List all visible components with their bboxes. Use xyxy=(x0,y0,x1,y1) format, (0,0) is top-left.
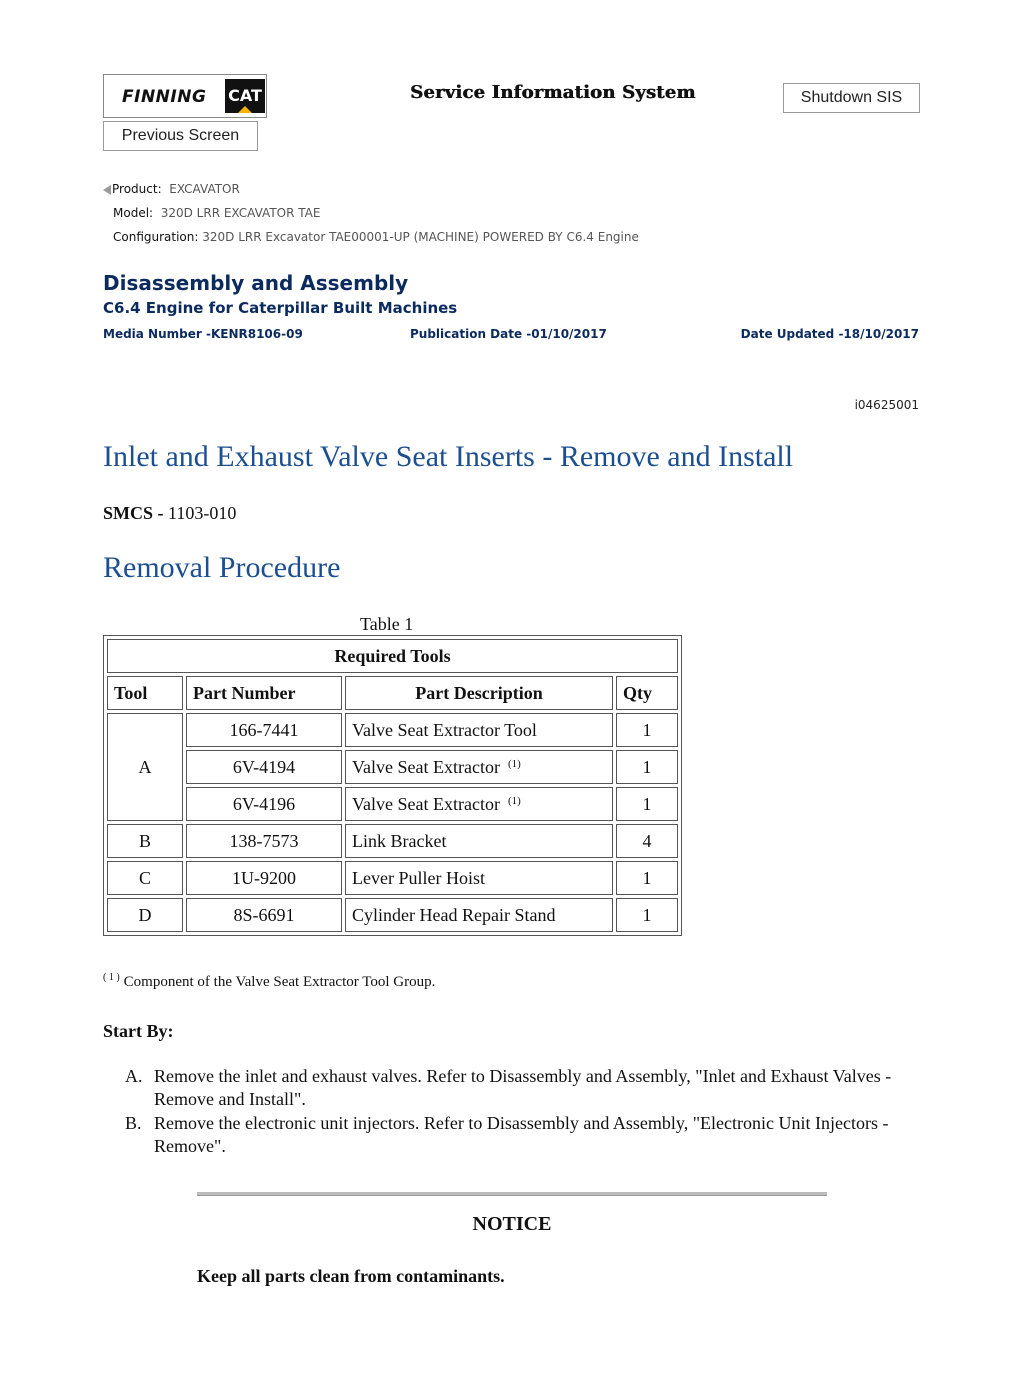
part-number-cell: 166-7441 xyxy=(186,713,342,747)
product-value: EXCAVATOR xyxy=(169,182,240,196)
table-row xyxy=(107,824,678,858)
part-description-text: Valve Seat Extractor xyxy=(352,756,500,777)
model-line xyxy=(113,206,320,220)
page-title: Inlet and Exhaust Valve Seat Inserts - Remove and Install xyxy=(103,440,794,473)
qty-cell: 4 xyxy=(616,824,678,858)
tool-cell: D xyxy=(107,898,183,932)
qty-cell: 1 xyxy=(616,750,678,784)
footnote-ref[interactable]: (1) xyxy=(507,757,521,770)
sis-title: Service Information System xyxy=(410,82,696,103)
smcs-value: 1103-010 xyxy=(168,503,237,523)
qty-cell: 1 xyxy=(616,713,678,747)
product-line xyxy=(103,182,240,196)
part-number-cell: 6V-4194 xyxy=(186,750,342,784)
footnote-mark: ( 1 ) xyxy=(103,972,120,983)
part-description-text: Valve Seat Extractor xyxy=(352,793,500,814)
smcs-code xyxy=(103,503,236,524)
part-number-cell: 1U-9200 xyxy=(186,861,342,895)
part-number-cell: 6V-4196 xyxy=(186,787,342,821)
document-id: i04625001 xyxy=(854,398,919,412)
step-text: Remove the electronic unit injectors. Refer to Disassembly and Assembly, "Electronic Unit Injectors - Remove". xyxy=(154,1113,889,1156)
configuration-line xyxy=(113,230,639,244)
part-description-text: Valve Seat Extractor Tool xyxy=(352,719,537,740)
model-value: 320D LRR EXCAVATOR TAE xyxy=(160,206,321,220)
list-item xyxy=(103,1065,923,1111)
column-header-part-description: Part Description xyxy=(345,676,613,710)
document-title: Disassembly and Assembly xyxy=(103,271,409,295)
table-footnote xyxy=(103,972,435,991)
product-label: Product: xyxy=(112,182,162,196)
back-arrow-icon[interactable] xyxy=(103,185,111,195)
table-row xyxy=(107,898,678,932)
part-number-cell: 8S-6691 xyxy=(186,898,342,932)
column-header-part-number: Part Number xyxy=(186,676,342,710)
document-subtitle: C6.4 Engine for Caterpillar Built Machines xyxy=(103,299,458,317)
list-item xyxy=(103,1112,923,1158)
table-caption: Table 1 xyxy=(360,614,414,634)
part-description-cell xyxy=(345,750,613,784)
configuration-value: 320D LRR Excavator TAE00001-UP (MACHINE) POWERED BY C6.4 Engine xyxy=(202,230,639,244)
step-letter: B. xyxy=(125,1113,142,1133)
column-header-tool: Tool xyxy=(107,676,183,710)
footnote-text: Component of the Valve Seat Extractor Tool Group. xyxy=(123,974,436,990)
tool-cell: A xyxy=(107,713,183,821)
part-description-cell: Lever Puller Hoist xyxy=(345,861,613,895)
notice-text: Keep all parts clean from contaminants. xyxy=(197,1266,505,1286)
publication-date: Publication Date -01/10/2017 xyxy=(410,327,607,341)
qty-cell: 1 xyxy=(616,787,678,821)
smcs-label: SMCS - xyxy=(103,503,164,523)
date-updated: Date Updated -18/10/2017 xyxy=(740,327,919,341)
required-tools-table xyxy=(103,635,682,936)
notice-title: NOTICE xyxy=(472,1213,552,1235)
model-label: Model: xyxy=(113,206,154,220)
part-description-cell: Link Bracket xyxy=(345,824,613,858)
media-number: Media Number -KENR8106-09 xyxy=(103,327,303,341)
table-title: Required Tools xyxy=(107,639,678,673)
footnote-ref[interactable]: (1) xyxy=(507,794,521,807)
qty-cell: 1 xyxy=(616,861,678,895)
step-letter: A. xyxy=(125,1066,143,1086)
step-text: Remove the inlet and exhaust valves. Refer to Disassembly and Assembly, "Inlet and Exhaust Valves - Remove and Install". xyxy=(154,1066,892,1109)
table-row xyxy=(107,713,678,747)
part-description-cell: Cylinder Head Repair Stand xyxy=(345,898,613,932)
notice-divider xyxy=(197,1192,827,1196)
start-by-list xyxy=(103,1065,923,1159)
column-header-qty: Qty xyxy=(616,676,678,710)
part-description-cell xyxy=(345,787,613,821)
cat-triangle-icon xyxy=(238,106,252,113)
cat-wordmark: CAT xyxy=(228,86,262,105)
configuration-label: Configuration: xyxy=(113,230,199,244)
cat-logo xyxy=(225,79,265,113)
table-row xyxy=(107,750,678,784)
previous-screen-button[interactable]: Previous Screen xyxy=(103,121,258,151)
finning-wordmark: FINNING xyxy=(122,87,207,107)
table-row xyxy=(107,787,678,821)
tool-cell: C xyxy=(107,861,183,895)
start-by-label: Start By: xyxy=(103,1021,174,1041)
part-description-cell xyxy=(345,713,613,747)
part-number-cell: 138-7573 xyxy=(186,824,342,858)
section-heading: Removal Procedure xyxy=(103,551,341,584)
tool-cell: B xyxy=(107,824,183,858)
table-row xyxy=(107,861,678,895)
shutdown-sis-button[interactable]: Shutdown SIS xyxy=(783,83,920,113)
qty-cell: 1 xyxy=(616,898,678,932)
finning-cat-logo xyxy=(103,74,267,118)
